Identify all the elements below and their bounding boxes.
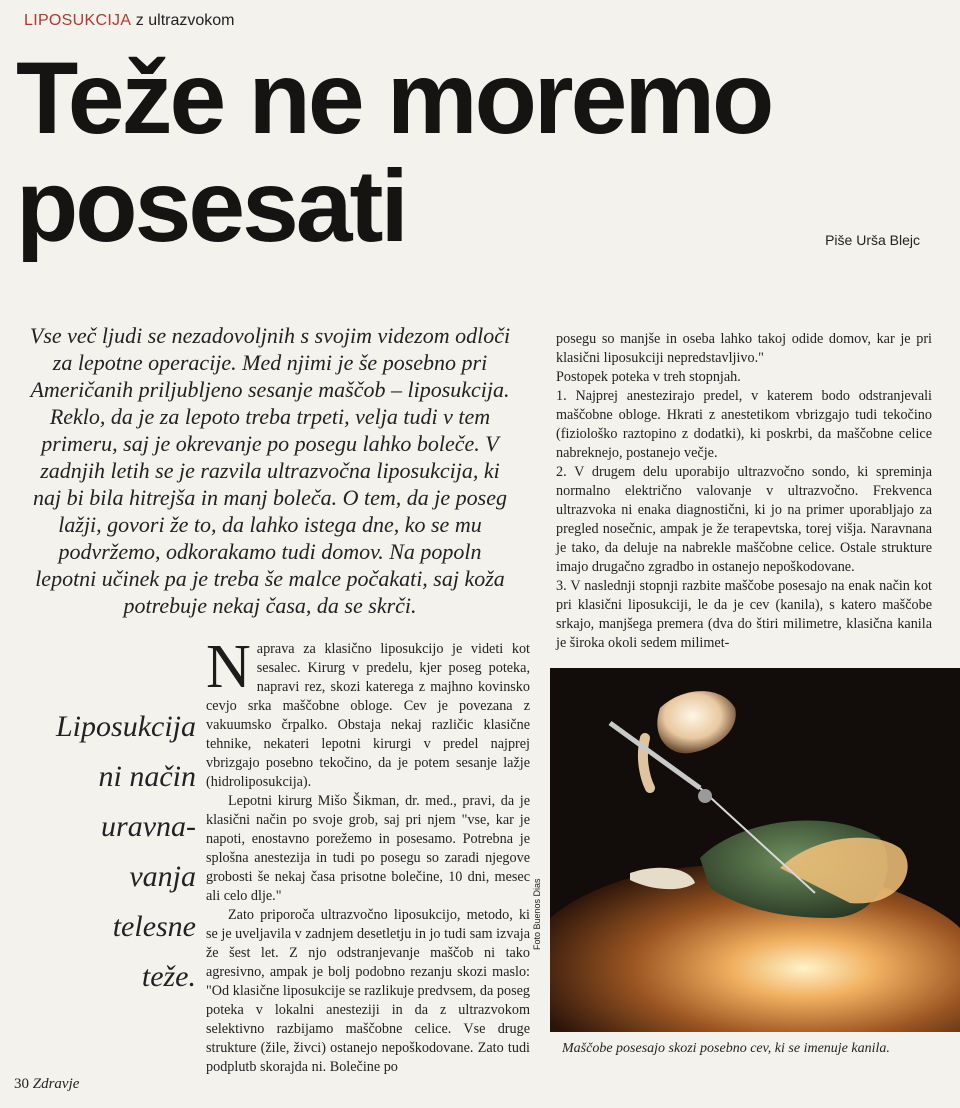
surgery-photo-illustration: [550, 668, 960, 1032]
body-paragraph: 1. Najprej anestezirajo predel, v katerem bodo odstranjevali maščobne obloge. Hkrati z anestetikom vbrizgajo tudi tekočino (fiziološko raztopino z dodatki), ki poskrbi, da maščobne celice nabreknejo, postanejo večje.: [556, 388, 932, 461]
body-paragraph: Zato priporoča ultrazvočno liposukcijo, metodo, ki se je uveljavila v zadnjem desetletju in jo tudi sam izvaja že šest let. Z njo odstranjevanje maščob ni tako agresivno, ampak je bolj podobno rezanju skozi maslo: "Od klasične liposukcije se razlikuje predvsem, da poseg poteka v lokalni anesteziji in da z ultrazvokom selektivno razbijamo maščobne celice. Vse druge strukture (žile, živci) ostanejo nepoškodovane. Zato tudi podplutb skorajda ni. Bolečine po: [206, 907, 530, 1075]
page-number: 30: [14, 1076, 29, 1092]
pull-quote-line: uravna-: [101, 810, 196, 843]
body-paragraph: posegu so manjše in oseba lahko takoj odide domov, kar je pri klasični liposukciji nepredstavljivo.": [556, 331, 932, 366]
pull-quote-line: vanja: [129, 860, 196, 893]
surgery-photo: [550, 668, 960, 1032]
headline-line-2: posesati: [16, 149, 406, 263]
section-label: LIPOSUKCIJA: [24, 12, 132, 29]
body-paragraph: 3. V naslednji stopnji razbite maščobe posesajo na enak način kot pri klasični liposukciji, le da je cev (kanila), s katero maščobe srkajo, manjšega premera (dva do štiri milimetre, klasična kanila je široka okoli sedem milimet-: [556, 578, 932, 651]
pull-quote-line: telesne: [112, 910, 196, 943]
body-paragraph: [206, 633, 530, 792]
photo-credit: Foto Buenos Dias: [532, 878, 542, 950]
body-paragraph: Postopek poteka v treh stopnjah.: [556, 369, 741, 385]
headline-line-1: Teže ne moremo: [16, 41, 772, 155]
article-headline: [16, 41, 946, 263]
drop-cap: N: [206, 633, 251, 701]
pull-quote-line: ni način: [98, 760, 196, 793]
body-paragraph: Lepotni kirurg Mišo Šikman, dr. med., pravi, da je klasični način po svoje grob, saj pri njem "vse, kar je napoti, enostavno porežemo in posesamo. Potrebna je splošna anestezija in tudi po posegu so zaradi njegove grobosti še nekaj časa prisotne bolečine, 10 dni, mesec ali celo dlje.": [206, 793, 530, 904]
byline: Piše Urša Blejc: [825, 232, 920, 248]
body-paragraph: 2. V drugem delu uporabijo ultrazvočno sondo, ki spreminja normalno električno valovanje v ultrazvočno. Frekvenca ultrazvoka ni enaka diagnostični, ki jo na primer uporabljajo za pregled nosečnic, ampak je že terapevtska, torej višja. Naravnana je tako, da deluje na nabrekle maščobne celice. Ostale strukture imajo drugačno zgradbo in ostanejo nepoškodovane.: [556, 464, 932, 575]
body-column-middle: [206, 633, 530, 1077]
pull-quote-line: Liposukcija: [56, 710, 196, 743]
section-kicker: [24, 12, 235, 30]
page-footer: [14, 1076, 79, 1093]
magazine-name: Zdravje: [32, 1076, 80, 1092]
body-column-right: [556, 330, 932, 653]
pull-quote: [28, 702, 196, 1002]
pull-quote-line: teže.: [141, 960, 196, 993]
photo-caption: Maščobe posesajo skozi posebno cev, ki se imenuje kanila.: [562, 1041, 890, 1056]
body-paragraph-text: aprava za klasično liposukcijo je videti kot sesalec. Kirurg v predelu, kjer poseg poteka, napravi rez, skozi katerega z majhno kovinsko cevjo srka maščobne obloge. Cev je povezana z vakuumsko črpalko. Obstaja nekaj različic klasične tehnike, nekateri lepotni kirurgi v predel najprej vbrizgajo posebno tekočino, da je potem sesanje lažje (hidroliposukcija).: [206, 641, 530, 790]
lead-paragraph: Vse več ljudi se nezadovoljnih s svojim videzom odloči za lepotne operacije. Med njimi je še posebno pri Američanih priljubljeno sesanje maščob – liposukcija. Reklo, da je za lepoto treba trpeti, velja tudi v tem primeru, saj je okrevanje po posegu lahko boleče. V zadnjih letih se je razvila ultrazvočna liposukcija, ki naj bi bila hitrejša in manj boleča. O tem, da je poseg lažji, govori že to, da lahko istega dne, ko se mu podvržemo, odkorakamo tudi domov. Na popoln lepotni učinek pa je treba še malce počakati, saj koža potrebuje nekaj časa, da se skrči.: [29, 323, 511, 618]
section-sublabel: z ultrazvokom: [135, 12, 235, 29]
